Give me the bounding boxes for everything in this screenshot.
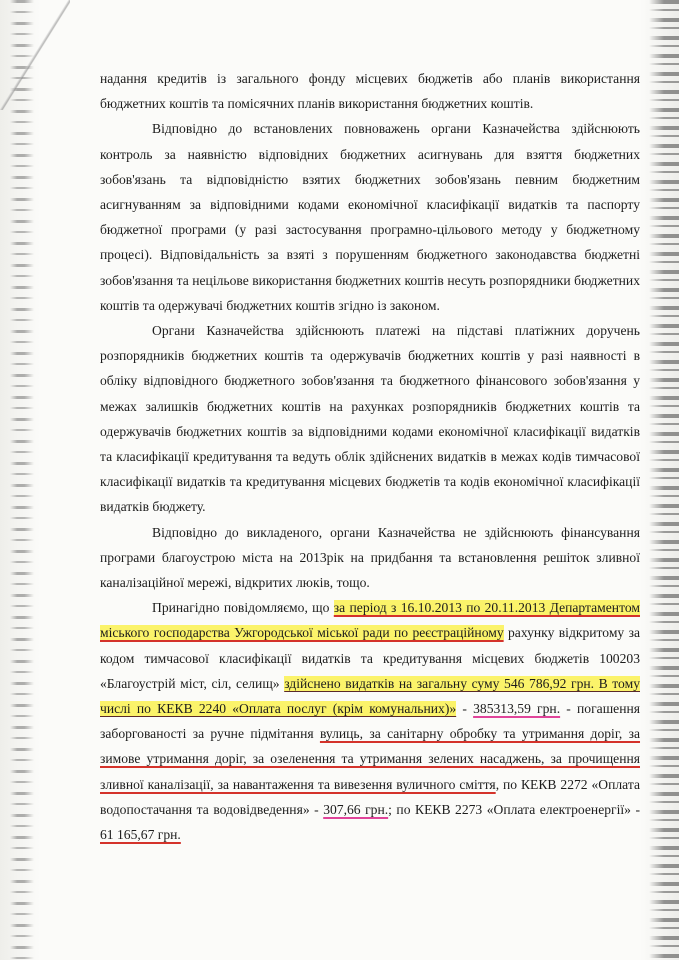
paragraph-3-text: Органи Казначейства здійснюють платежі на підставі платіжних доручень розпорядників бюджетних коштів та одержувачів бюджетних коштів у разі наявності в обліку відповідного бюджетного зобов'язання та бюджетного фінансового зобов'язання у межах залишків бюджетних коштів на рахунках розпорядників бюджетних коштів та одержувачів бюджетних коштів за відповідними кодами економічної класифікації видатків та класифікації кредитування та ведуть облік здійснених видатків в межах кодів тимчасової класифікації видатків та кредитування місцевих бюджетів та кодів економічної класифікації видатків бюджету.	[100, 323, 640, 515]
paragraph-2-text: Відповідно до встановлених повноважень органи Казначейства здійснюють контроль за наявністю відповідних бюджетних асигнувань для взяття бюджетних зобов'язань та відповідністю взятих бюджетних зобов'язань певним бюджетним асигнуванням за відповідними кодами економічної класифікації видатків та паспорту бюджетної програми (у разі застосування програмно-цільового методу у бюджетному процесі). Відповідальність за взяті з порушенням бюджетного законодавства бюджетні зобов'язання та нецільове використання бюджетних коштів несуть розпорядники бюджетних коштів та одержувачі бюджетних коштів згідно із законом.	[100, 121, 640, 313]
paragraph-1-text: надання кредитів із загального фонду місцевих бюджетів або планів використання бюджетних коштів та помісячних планів використання бюджетних коштів.	[100, 71, 640, 112]
letter-body	[100, 66, 640, 847]
underline-services-list: вулиць, за санітарну обробку та утримання доріг, за зимове утримання доріг, за озеленення та утримання зелених насаджень, за прочищення зливної каналізації, за навантаження та вивезення вуличного сміття	[100, 726, 641, 792]
amount-kekv-2273: 61 165,67 грн.	[100, 827, 181, 843]
scan-edge-left	[10, 0, 34, 960]
paragraph-5-kekv-2272: , по КЕКВ 2272 «Оплата водопостачання та водовідведення» -	[100, 776, 640, 817]
amount-kekv-2272: 307,66 грн.	[323, 801, 389, 817]
highlight-total-spent: здійснено видатків на загальну суму 546 786,92 грн. В тому числі по КЕКВ 2240 «Оплата послуг (крім комунальних)»	[100, 675, 640, 717]
paragraph-4-text: Відповідно до викладеного, органи Казначейства не здійснюють фінансування програми благоустрою міста на 2013рік на придбання та встановлення решіток зливної каналізаційної мережі, відкритих люків, тощо.	[100, 524, 640, 591]
paragraph-5-kekv-2273: ; по КЕКВ 2273 «Оплата електроенергії» -	[388, 801, 640, 817]
paragraph-5	[100, 595, 640, 847]
amount-kekv-2240: 385313,59 грн.	[473, 701, 561, 717]
paragraph-1	[100, 66, 640, 116]
paragraph-3	[100, 318, 640, 520]
paragraph-4	[100, 520, 640, 596]
highlight-period-department: за період з 16.10.2013 по 20.11.2013 Департаментом міського господарства Ужгородської міської ради по реєстраційному	[100, 600, 640, 641]
paragraph-5-dash-1: -	[456, 701, 474, 717]
paragraph-5-intro: Принагідно повідомляємо, що	[152, 600, 334, 616]
scan-fold-corner	[0, 0, 70, 110]
paragraph-5-account: рахунку відкритому за кодом тимчасової класифікації видатків та кредитування місцевих бюджетів 100203 «Благоустрій міст, сіл, селищ»	[100, 625, 640, 691]
paragraph-5-debt: - погашення заборгованості за ручне підмітання	[100, 701, 641, 742]
paragraph-2	[100, 116, 640, 318]
scan-edge-right	[649, 0, 679, 960]
